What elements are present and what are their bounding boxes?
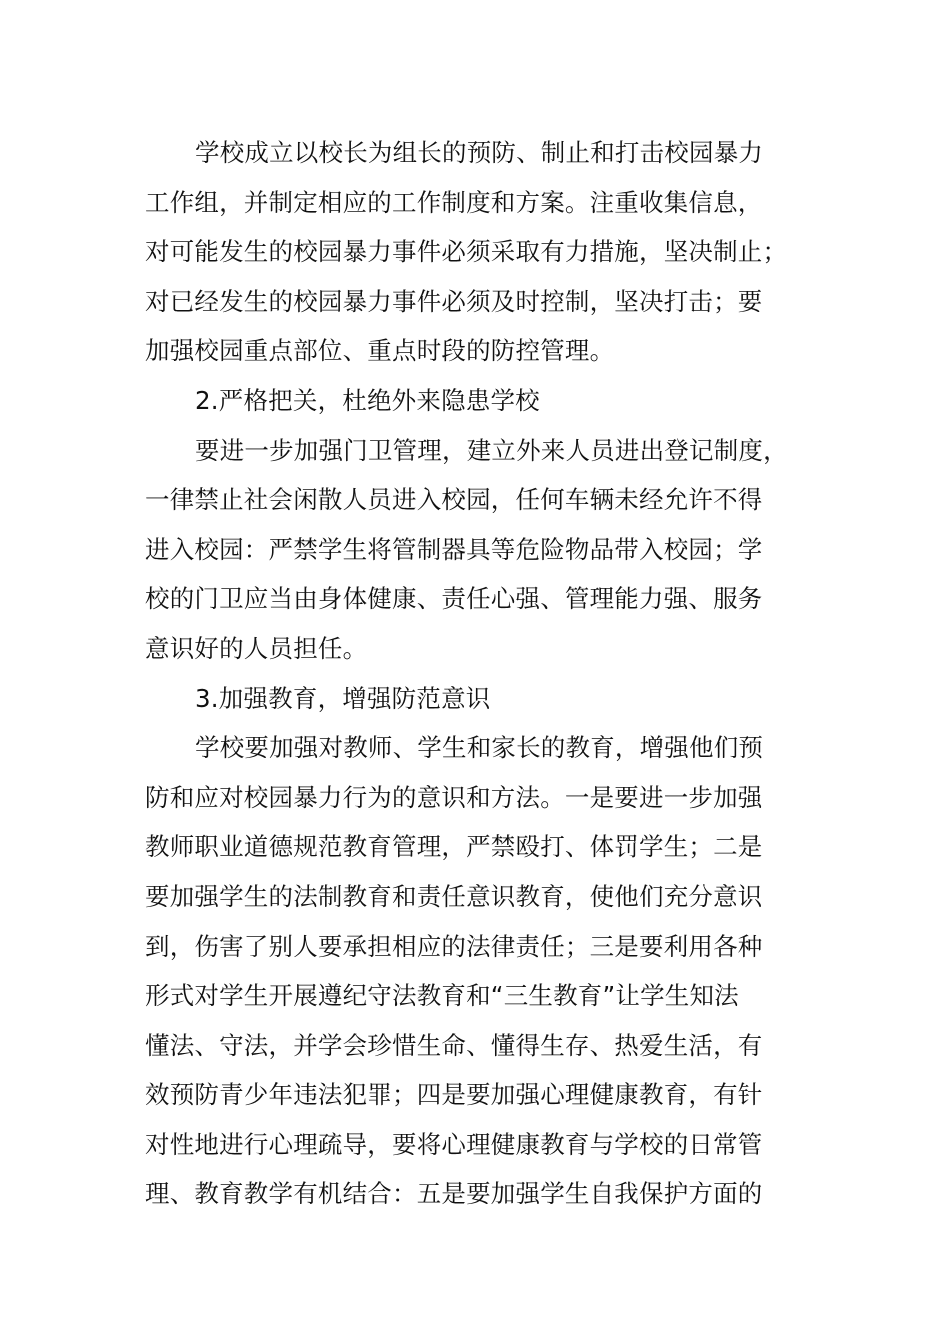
paragraph-line: 懂法、守法，并学会珍惜生命、懂得生存、热爱生活，有	[145, 1030, 763, 1060]
paragraph-line: 进入校园：严禁学生将管制器具等危险物品带入校园；学	[145, 534, 763, 564]
paragraph-line: 要进一步加强门卫管理，建立外来人员进出登记制度，	[195, 435, 788, 465]
paragraph-line: 一律禁止社会闲散人员进入校园，任何车辆未经允许不得	[145, 485, 763, 515]
paragraph-line: 防和应对校园暴力行为的意识和方法。一是要进一步加强	[145, 782, 763, 812]
paragraph-line: 校的门卫应当由身体健康、责任心强、管理能力强、服务	[145, 584, 763, 614]
paragraph-line: 理、教育教学有机结合：五是要加强学生自我保护方面的	[145, 1179, 763, 1209]
body-text	[145, 128, 835, 1219]
paragraph-line: 加强校园重点部位、重点时段的防控管理。	[145, 336, 615, 366]
paragraph-line: 形式对学生开展遵纪守法教育和“三生教育”让学生知法	[145, 981, 739, 1011]
paragraph-line: 教师职业道德规范教育管理，严禁殴打、体罚学生；二是	[145, 832, 763, 862]
paragraph-line: 对可能发生的校园暴力事件必须采取有力措施，坚决制止；	[145, 237, 788, 267]
section-heading: 3.加强教育，增强防范意识	[195, 683, 491, 713]
paragraph-line: 工作组，并制定相应的工作制度和方案。注重收集信息，	[145, 187, 763, 217]
paragraph-line: 效预防青少年违法犯罪；四是要加强心理健康教育，有针	[145, 1080, 763, 1110]
paragraph-line: 学校成立以校长为组长的预防、制止和打击校园暴力	[195, 138, 764, 167]
paragraph-line: 要加强学生的法制教育和责任意识教育，使他们充分意识	[145, 881, 763, 911]
section-heading: 2.严格把关，杜绝外来隐患学校	[195, 385, 540, 415]
paragraph-line: 对性地进行心理疏导，要将心理健康教育与学校的日常管	[145, 1129, 763, 1159]
paragraph-line: 到，伤害了别人要承担相应的法律责任；三是要利用各种	[145, 931, 763, 961]
paragraph-line: 学校要加强对教师、学生和家长的教育，增强他们预	[195, 733, 764, 763]
paragraph-line: 意识好的人员担任。	[145, 633, 368, 663]
paragraph-line: 对已经发生的校园暴力事件必须及时控制，坚决打击；要	[145, 286, 763, 316]
